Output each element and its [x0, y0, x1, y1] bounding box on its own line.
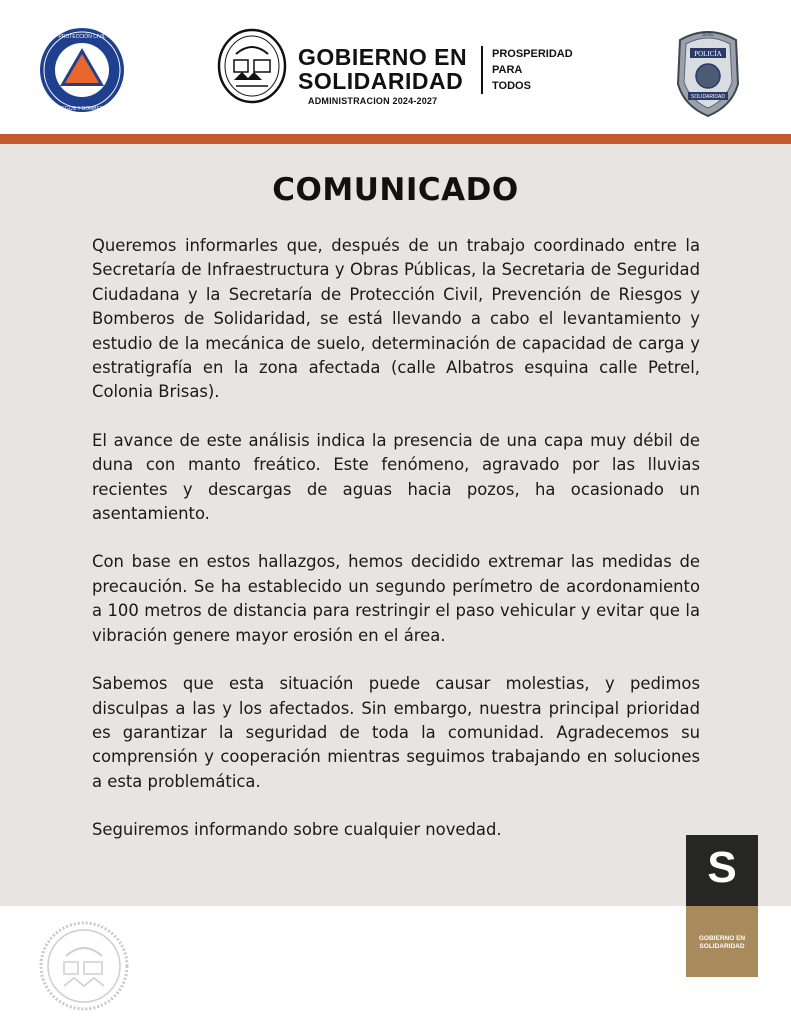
brand-logo	[216, 26, 586, 110]
page-title: COMUNICADO	[272, 172, 519, 208]
paragraph: Seguiremos informando sobre cualquier novedad.	[92, 820, 502, 840]
gobierno-s-logo	[686, 835, 758, 977]
brand-admin-period: ADMINISTRACION 2024-2027	[308, 96, 438, 106]
municipal-seal-watermark-icon	[38, 920, 130, 1012]
s-logo-caption: SOLIDARIDAD	[699, 943, 745, 950]
svg-text:POLICÍA: POLICÍA	[694, 50, 722, 58]
s-letter: S	[707, 843, 737, 892]
communique-body	[92, 234, 700, 867]
svg-text:SOLIDARIDAD: SOLIDARIDAD	[691, 94, 725, 100]
accent-bar	[0, 134, 791, 144]
brand-line2: SOLIDARIDAD	[298, 68, 464, 94]
s-logo-caption: GOBIERNO EN	[698, 935, 746, 942]
paragraph: El avance de este análisis indica la presencia de una capa muy débil de duna con manto freático. Este fenómeno, agravado por las lluvias recientes y descargas de aguas hacia pozos, ha ocasionado un asentamiento.	[92, 430, 700, 524]
svg-text:SSC: SSC	[701, 32, 715, 38]
police-badge-icon	[672, 22, 744, 118]
brand-line1: GOBIERNO EN	[298, 44, 468, 70]
s-logo-top	[686, 835, 758, 906]
slogan-line: PARA	[492, 64, 523, 76]
proteccion-civil-seal-icon	[36, 26, 128, 114]
svg-text:· PROTECCIÓN CIVIL ·: · PROTECCIÓN CIVIL ·	[55, 34, 109, 40]
coat-of-arms-icon	[216, 28, 288, 104]
brand-divider	[481, 46, 483, 94]
paragraph: Sabemos que esta situación puede causar molestias, y pedimos disculpas a las y los afectados. Sin embargo, nuestra principal prioridad es garantizar la seguridad de toda la comunidad. Agradecemos su comprensión y cooperación mientras seguimos trabajando en soluciones a esta problemática.	[92, 674, 700, 791]
slogan-line: TODOS	[492, 80, 531, 92]
slogan-line: PROSPERIDAD	[492, 48, 573, 60]
paragraph: Queremos informarles que, después de un trabajo coordinado entre la Secretaría de Infraestructura y Obras Públicas, la Secretaria de Seguridad Ciudadana y la Secretaría de Protección Civil, Prevención de Riesgos y Bomberos de Solidaridad, se está llevando a cabo el levantamiento y estudio de la mecánica de suelo, determinación de capacidad de carga y estratigrafía en la zona afectada (calle Albatros esquina calle Petrel, Colonia Brisas).	[92, 236, 700, 402]
svg-text:RIESGOS Y BOMBEROS: RIESGOS Y BOMBEROS	[53, 106, 111, 112]
paragraph: Con base en estos hallazgos, hemos decidido extremar las medidas de precaución. Se ha establecido un segundo perímetro de acordonamiento a 100 metros de distancia para restringir el paso vehicular y evitar que la vibración genere mayor erosión en el área.	[92, 552, 700, 645]
